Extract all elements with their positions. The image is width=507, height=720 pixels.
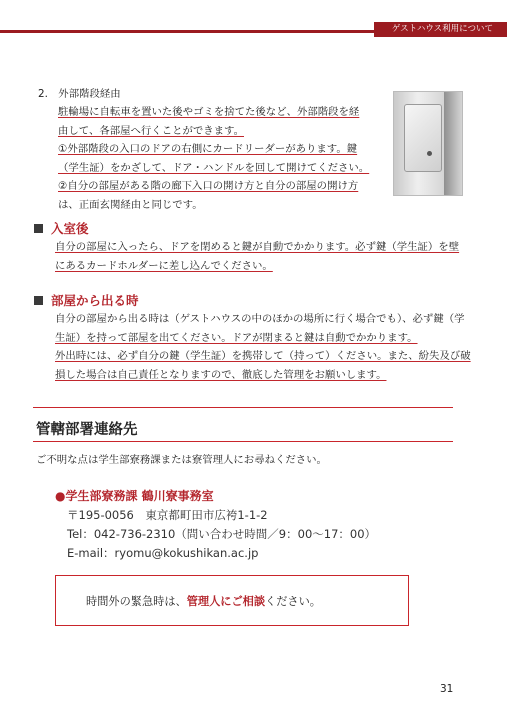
card-reader-indicator [427,151,432,156]
contact-details [67,506,376,563]
square-bullet-icon [34,296,43,305]
door-frame [444,92,462,195]
emergency-notice [86,593,321,609]
office-name: ●学生部寮務課 鶴川寮事務室 [55,489,214,503]
emergency-prefix: 時間外の緊急時は、 [86,595,187,608]
after-entry-line: 自分の部屋に入ったら、ドアを閉めると鍵が自動でかかります。必ず鍵（学生証）を壁 [55,241,460,253]
leaving-line: 損した場合は自己責任となりますので、徹底した管理をお願いします。 [55,368,387,381]
page-number: 31 [440,683,454,695]
emergency-highlight: 管理人にご相談 [186,595,266,608]
section2-line: は、正面玄関経由と同じです。 [58,198,203,211]
emergency-notice-box [55,575,409,626]
leaving-line: 自分の部屋から出る時は（ゲストハウスの中のほかの場所に行く場合でも）、必ず鍵（学 [55,313,465,325]
after-entry-body [55,238,459,275]
header-title: ゲストハウス利用について [374,22,507,37]
leaving-heading [34,291,139,309]
contact-title: 管轄部署連絡先 [36,422,138,438]
after-entry-title: 入室後 [51,221,89,236]
emergency-suffix: ください。 [265,595,321,608]
email-address[interactable]: E-mail：ryomu@kokushikan.ac.jp [67,546,259,560]
section2-line: ①外部階段の入口のドアの右側にカードリーダーがあります。鍵 [58,143,358,155]
section2-heading: 2. 外部階段経由 [38,88,121,100]
leaving-line: 生証）を持って部屋を出てください。ドアが閉まると鍵は自動でかかります。 [55,331,418,344]
postal-address: 〒195-0056 東京都町田市広袴1-1-2 [67,508,268,522]
leaving-body [55,310,471,384]
leaving-line: 外出時には、必ず自分の鍵（学生証）を携帯して（持って）ください。また、紛失及び破 [55,350,471,362]
contact-bottom-rule [33,441,453,442]
section2-line: （学生証）をかざして、ドア・ハンドルを回して開けてください。 [58,161,370,174]
section2-body [58,103,369,214]
leaving-title: 部屋から出る時 [51,293,139,308]
section2-line: 由して、各部屋へ行くことができます。 [58,124,244,137]
contact-top-rule [33,407,453,408]
square-bullet-icon [34,224,43,233]
section2-line: 駐輪場に自転車を置いた後やゴミを捨てた後など、外部階段を経 [58,106,360,118]
after-entry-heading [34,219,89,237]
after-entry-line: にあるカードホルダーに差し込んでください。 [55,259,273,272]
section2-line: ②自分の部屋がある階の廊下入口の開け方と自分の部屋の開け方 [58,180,359,192]
telephone: Tel：042-736-2310（問い合わせ時間／9：00～17：00） [67,527,377,541]
card-reader-device [404,104,442,172]
contact-intro: ご不明な点は学生部寮務課または寮管理人にお尋ねください。 [36,454,327,466]
card-reader-photo [393,91,463,196]
